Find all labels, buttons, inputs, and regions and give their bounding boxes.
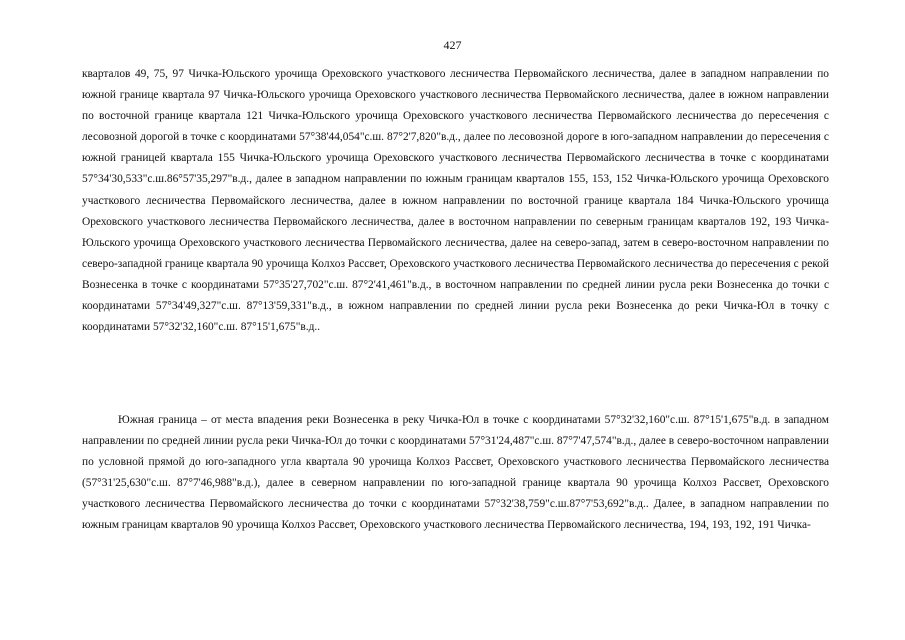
page-number: 427 [443,38,462,52]
boundary-description-paragraph: кварталов 49, 75, 97 Чичка-Юльского урочища Ореховского участкового лесничества Первомайского лесничества, далее в западном направлении по южной границе квартала 97 Чичка-Юльского урочища Ореховского участкового лесничества Первомайского лесничества, далее в южном направлении по восточной границе квартала 121 Чичка-Юльского урочища Ореховского участкового лесничества Первомайского лесничества до пересечения с лесовозной дорогой в точке с координатами 57°38'44,054"с.ш. 87°2'7,820"в.д., далее по лесовозной дороге в юго-западном направлении до пересечения с южной границей квартала 155 Чичка-Юльского урочища Ореховского участкового лесничества Первомайского лесничества в точке с координатами 57°34'30,533"с.ш.86°57'35,297"в.д., далее в западном направлении по южным границам кварталов 155, 153, 152 Чичка-Юльского урочища Ореховского участкового лесничества Первомайского лесничества, далее в южном направлении по восточной границе квартала 184 Чичка-Юльского урочища Ореховского участкового лесничества Первомайского лесничества, далее в восточном направлении по северным границам кварталов 192, 193 Чичка-Юльского урочища Ореховского участкового лесничества Первомайского лесничества, далее на северо-запад, затем в северо-восточном направлении по северо-западной границе квартала 90 урочища Колхоз Рассвет, Ореховского участкового лесничества Первомайского лесничества до пересечения с рекой Вознесенка в точке с координатами 57°35'27,702"с.ш. 87°2'41,461"в.д., в восточном направлении по средней линии русла реки Вознесенка до точки с координатами 57°34'49,327"с.ш. 87°13'59,331"в.д., в южном направлении по средней линии русла реки Вознесенка до реки Чичка-Юл в точку с координатами 57°32'32,160"с.ш. 87°15'1,675"в.д.. [82,68,829,334]
southern-boundary-paragraph: Южная граница – от места впадения реки Вознесенка в реку Чичка-Юл в точке с координатами 57°32'32,160"с.ш. 87°15'1,675"в.д. в западном направлении по средней линии русла реки Чичка-Юл до точки с координатами 57°31'24,487"с.ш. 87°7'47,574"в.д., далее в северо-восточном направлении по условной прямой до юго-западного угла квартала 90 урочища Колхоз Рассвет, Ореховского участкового лесничества Первомайского лесничества (57°31'25,630"с.ш. 87°7'46,988"в.д.), далее в северном направлении по юго-западной границе квартала 90 урочища Колхоз Рассвет, Ореховского участкового лесничества Первомайского лесничества до точки с координатами 57°32'38,759"с.ш.87°7'53,692"в.д.. Далее, в западном направлении по южным границам кварталов 90 урочища Колхоз Рассвет, Ореховского участкового лесничества Первомайского лесничества, 194, 193, 192, 191 Чичка- [82,414,829,532]
